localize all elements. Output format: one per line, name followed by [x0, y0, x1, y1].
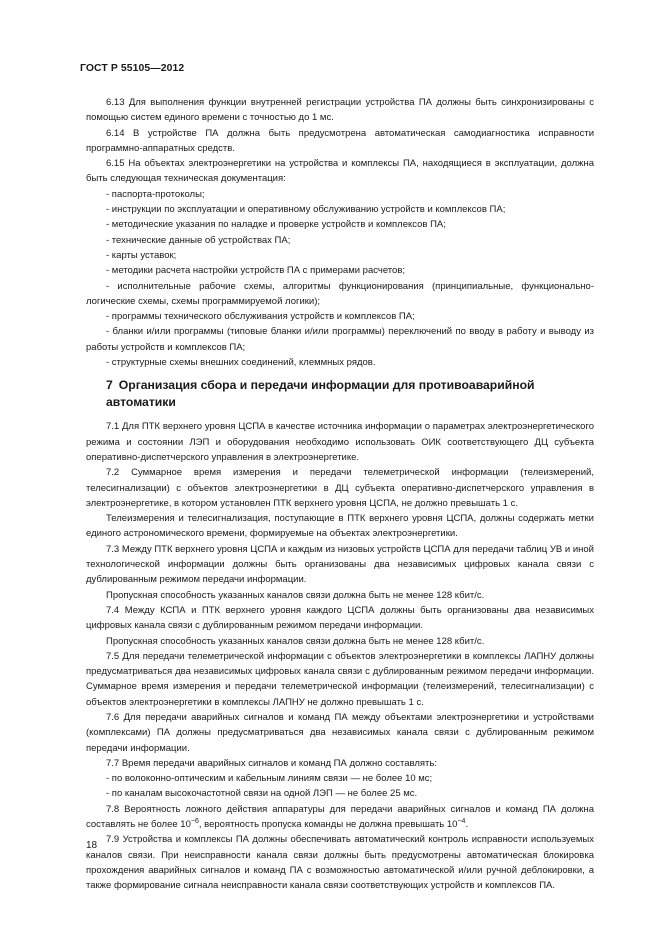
clause-7-9: 7.9 Устройства и комплексы ПА должны обеспечивать автоматический контроль исправности используемых каналов связи. При неисправности канала связи должны быть предусмотрены автоматическая блокировка прохождения аварийных сигналов и команд ПА с возможностью автоматической и/или ручной деблокировки, а также формирование сигнала неисправности канала связи соответствующих устройств и комплексов ПА. [86, 834, 594, 892]
clause-7-4-note: Пропускная способность указанных каналов связи должна быть не менее 128 кбит/с. [106, 635, 485, 647]
page-number: 18 [86, 840, 98, 851]
clause-7-1: 7.1 Для ПТК верхнего уровня ЦСПА в качестве источника информации о параметрах электроэнергетического режима и состоянии ЛЭП и оборудования необходимо использовать ОИК соответствующего ДЦ субъекта оперативно-диспетчерского управления в электроэнергетике. [86, 421, 594, 463]
section-number: 7 [106, 378, 113, 393]
clause-7-8-text-c: . [465, 819, 469, 831]
list-item: - карты уставок; [106, 249, 177, 261]
list-item: - по каналам высокочастотной связи на одной ЛЭП — не более 25 мс. [106, 788, 418, 800]
clause-7-7: 7.7 Время передачи аварийных сигналов и команд ПА должно составлять: [106, 757, 438, 769]
list-item: - паспорта-протоколы; [106, 188, 205, 200]
list-item: - методики расчета настройки устройств ПА с примерами расчетов; [106, 265, 406, 277]
list-item: - по волоконно-оптическим и кабельным линиям связи — не более 10 мс; [106, 773, 433, 785]
list-item: - исполнительные рабочие схемы, алгоритмы функционирования (принципиальные, функционально-логические схемы, схемы программируемой логики); [86, 280, 594, 307]
clause-7-8-text-a: 7.8 Вероятность ложного действия аппаратуры для передачи аварийных сигналов и команд ПА должна составлять не более 10 [86, 803, 594, 831]
clause-7-8-text-b: , вероятность пропуска команды не должна превышать 10 [198, 819, 458, 831]
list-item: - технические данные об устройствах ПА; [106, 234, 291, 246]
clause-7-2-note: Телеизмерения и телесигнализация, поступающие в ПТК верхнего уровня ЦСПА, должны содержать метки единого астрономического времени, формируемые на объектах электроэнергетики. [86, 513, 594, 540]
list-item: - структурные схемы внешних соединений, клеммных рядов. [106, 357, 376, 369]
exponent: −6 [190, 818, 199, 826]
clause-7-3-note: Пропускная способность указанных каналов связи должна быть не менее 128 кбит/с. [106, 589, 485, 601]
list-item: - программы технического обслуживания устройств и комплексов ПА; [106, 311, 415, 323]
document-header: ГОСТ Р 55105—2012 [80, 63, 185, 74]
clause-6-14: 6.14 В устройстве ПА должна быть предусмотрена автоматическая самодиагностика исправности программно-аппаратных средств. [86, 127, 594, 154]
clause-6-15: 6.15 На объектах электроэнергетики на устройства и комплексы ПА, находящиеся в эксплуатации, должна быть следующая техническая документация: [86, 158, 594, 185]
exponent: −4 [457, 818, 466, 826]
section-heading [106, 377, 594, 411]
clause-7-4: 7.4 Между КСПА и ПТК верхнего уровня каждого ЦСПА должны быть организованы два независимых цифровых канала связи с дублированным режимом передачи информации. [86, 604, 594, 632]
list-item: - инструкции по эксплуатации и оперативному обслуживанию устройств и комплексов ПА; [106, 204, 506, 216]
section-title: Организация сбора и передачи информации для противоаварийной автоматики [106, 378, 535, 410]
clause-6-13: 6.13 Для выполнения функции внутренней регистрации устройства ПА должны быть синхронизированы с помощью систем единого времени с точностью до 1 мс. [86, 97, 594, 124]
page-body [86, 95, 594, 894]
clause-7-2: 7.2 Суммарное время измерения и передачи телеметрической информации (телеизмерений, телесигнализации) с объектов электроэнергетики в ДЦ субъекта оперативно-диспетчерского управления в электроэнергетике, в котором установлен ПТК верхнего уровня ЦСПА, не должно превышать 1 с. [86, 467, 594, 509]
clause-7-8 [86, 802, 594, 833]
clause-7-3: 7.3 Между ПТК верхнего уровня ЦСПА и каждым из низовых устройств ЦСПА для передачи таблиц УВ и иной технологической информации должны быть организованы два независимых цифровых канала связи с дублированным режимом передачи информации. [86, 543, 594, 586]
clause-7-5: 7.5 Для передачи телеметрической информации с объектов электроэнергетики в комплексы ЛАПНУ должны предусматриваться два независимых цифровых канала связи с дублированным режимом передачи информации. Суммарное время измерения и передачи телеметрической информации (телеизмерений, телесигнализации) с объектов электроэнергетики в комплексы ЛАПНУ не должно превышать 1 с. [86, 650, 594, 708]
list-item: - методические указания по наладке и проверке устройств и комплексов ПА; [106, 219, 446, 231]
list-item: - бланки и/или программы (типовые бланки и/или программы) переключений по вводу в работу и выводу из работы устройств и комплексов ПА; [86, 326, 594, 353]
clause-7-6: 7.6 Для передачи аварийных сигналов и команд ПА между объектами электроэнергетики и устройствами (комплексами) ПА должны предусматриваться два независимых канала связи с дублированным режимом передачи информации. [86, 711, 594, 754]
